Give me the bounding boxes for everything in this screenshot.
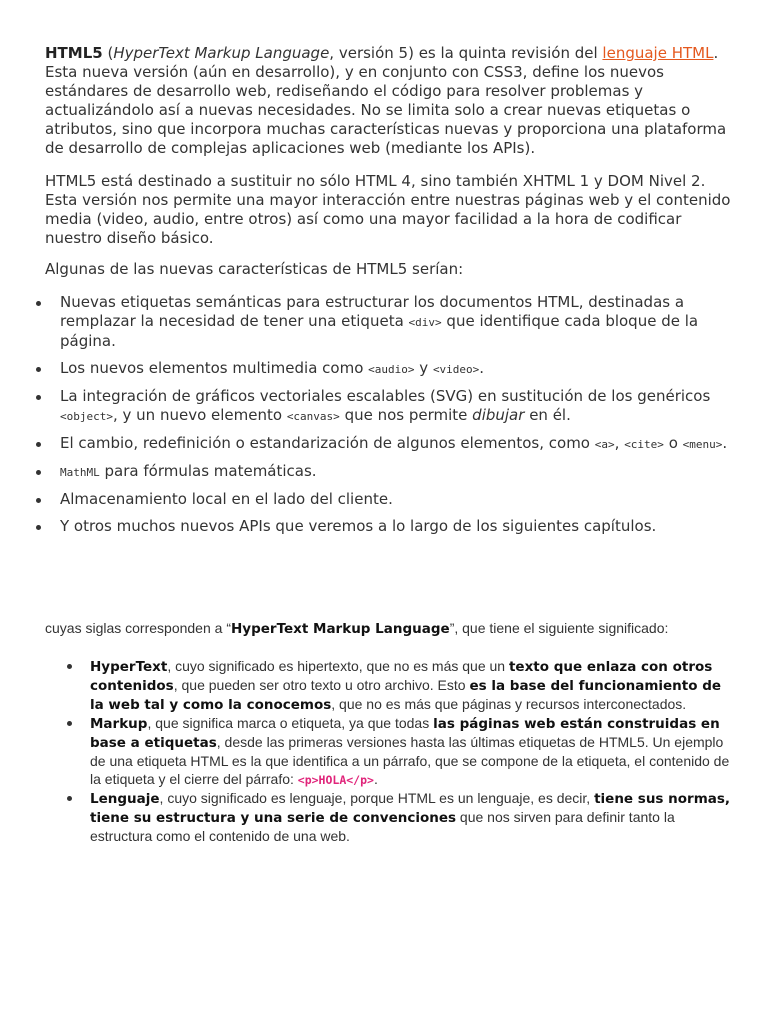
bullet-icon bbox=[67, 664, 72, 669]
paragraph-replacement: HTML5 está destinado a sustituir no sólo HTML 4, sino también XHTML 1 y DOM Nivel 2. Esta versión nos permite una mayor interacción entre nuestras páginas web y el contenido media (video, audio, entre otros) así como una mayor facilidad a la hora de codificar nuestro diseño básico. bbox=[45, 172, 731, 247]
list-item: Nuevas etiquetas semánticas para estructurar los documentos HTML, destinadas a remplazar la necesidad de tener una etiqueta <div> que identifique cada bloque de la página. bbox=[45, 293, 735, 351]
html5-description-section bbox=[45, 44, 735, 544]
bullet-icon bbox=[36, 367, 41, 372]
code-tag: <a> bbox=[594, 438, 615, 451]
code-example: <p>HOLA</p> bbox=[297, 773, 374, 787]
meanings-list bbox=[45, 657, 735, 845]
acronym-expansion: HyperText Markup Language bbox=[113, 44, 330, 62]
list-item: El cambio, redefinición o estandarización de algunos elementos, como <a>, <cite> o <menu>. bbox=[45, 434, 735, 454]
code-tag: <video> bbox=[432, 363, 480, 376]
bullet-icon bbox=[36, 498, 41, 503]
bullet-icon bbox=[67, 721, 72, 726]
html5-term: HTML5 bbox=[45, 44, 103, 62]
bullet-icon bbox=[36, 470, 41, 475]
list-item-hypertext: HyperText, cuyo significado es hipertexto, que no es más que un texto que enlaza con otros contenidos, que pueden ser otro texto u otro archivo. Esto es la base del funcionamiento de la web tal y como la conocemos, que no es más que páginas y recursos interconectados. bbox=[45, 657, 735, 714]
list-item: La integración de gráficos vectoriales escalables (SVG) en sustitución de los genéricos <object>, y un nuevo elemento <canvas> que nos permite dibujar en él. bbox=[45, 387, 735, 426]
bullet-icon bbox=[36, 301, 41, 306]
code-tag: <cite> bbox=[624, 438, 664, 451]
bullet-icon bbox=[36, 442, 41, 447]
list-item: Los nuevos elementos multimedia como <audio> y <video>. bbox=[45, 359, 735, 379]
bullet-icon bbox=[36, 395, 41, 400]
intro-paragraph: HTML5 (HyperText Markup Language, versión 5) es la quinta revisión del lenguaje HTML. Esta nueva versión (aún en desarrollo), y en conjunto con CSS3, define los nuevos estándares de desarrollo web, rediseñando el código para resolver problemas y actualizándolo así a nuevas necesidades. No se limita solo a crear nuevas etiquetas o atributos, sino que incorpora muchas características nuevas y proporciona una plataforma de desarrollo de complejas aplicaciones web (mediante los APIs). bbox=[45, 44, 727, 157]
features-heading: Algunas de las nuevas características de HTML5 serían: bbox=[45, 260, 464, 278]
code-tag: <audio> bbox=[368, 363, 415, 376]
code-tag: <object> bbox=[60, 410, 113, 423]
html-meaning-section bbox=[45, 619, 735, 845]
bullet-icon bbox=[36, 525, 41, 530]
bullet-icon bbox=[67, 796, 72, 801]
list-item: Almacenamiento local en el lado del cliente. bbox=[45, 490, 735, 509]
list-item-lenguaje: Lenguaje, cuyo significado es lenguaje, porque HTML es un lenguaje, es decir, tiene sus normas, tiene su estructura y una serie de convenciones que nos sirven para definir tanto la estructura como el contenido de una web. bbox=[45, 789, 735, 845]
list-item: Y otros muchos nuevos APIs que veremos a lo largo de los siguientes capítulos. bbox=[45, 517, 735, 536]
list-item: MathML para fórmulas matemáticas. bbox=[45, 462, 735, 482]
lenguaje-html-link[interactable]: lenguaje HTML bbox=[602, 44, 714, 62]
list-item-markup: Markup, que significa marca o etiqueta, ya que todas las páginas web están construidas en base a etiquetas, desde las primeras versiones hasta las últimas etiquetas de HTML5. Un ejemplo de una etiqueta HTML es la que identifica a un párrafo, que se compone de la etiqueta, el contenido de la etiqueta y el cierre del párrafo: <p>HOLA</p>. bbox=[45, 714, 735, 789]
code-tag: <menu> bbox=[682, 438, 723, 451]
code-tag: <canvas> bbox=[286, 410, 340, 423]
meaning-intro: cuyas siglas corresponden a “HyperText Markup Language”, que tiene el siguiente significado: bbox=[45, 620, 669, 637]
features-list bbox=[45, 293, 735, 536]
code-tag: <div> bbox=[408, 316, 442, 329]
code-tag: MathML bbox=[60, 466, 100, 479]
